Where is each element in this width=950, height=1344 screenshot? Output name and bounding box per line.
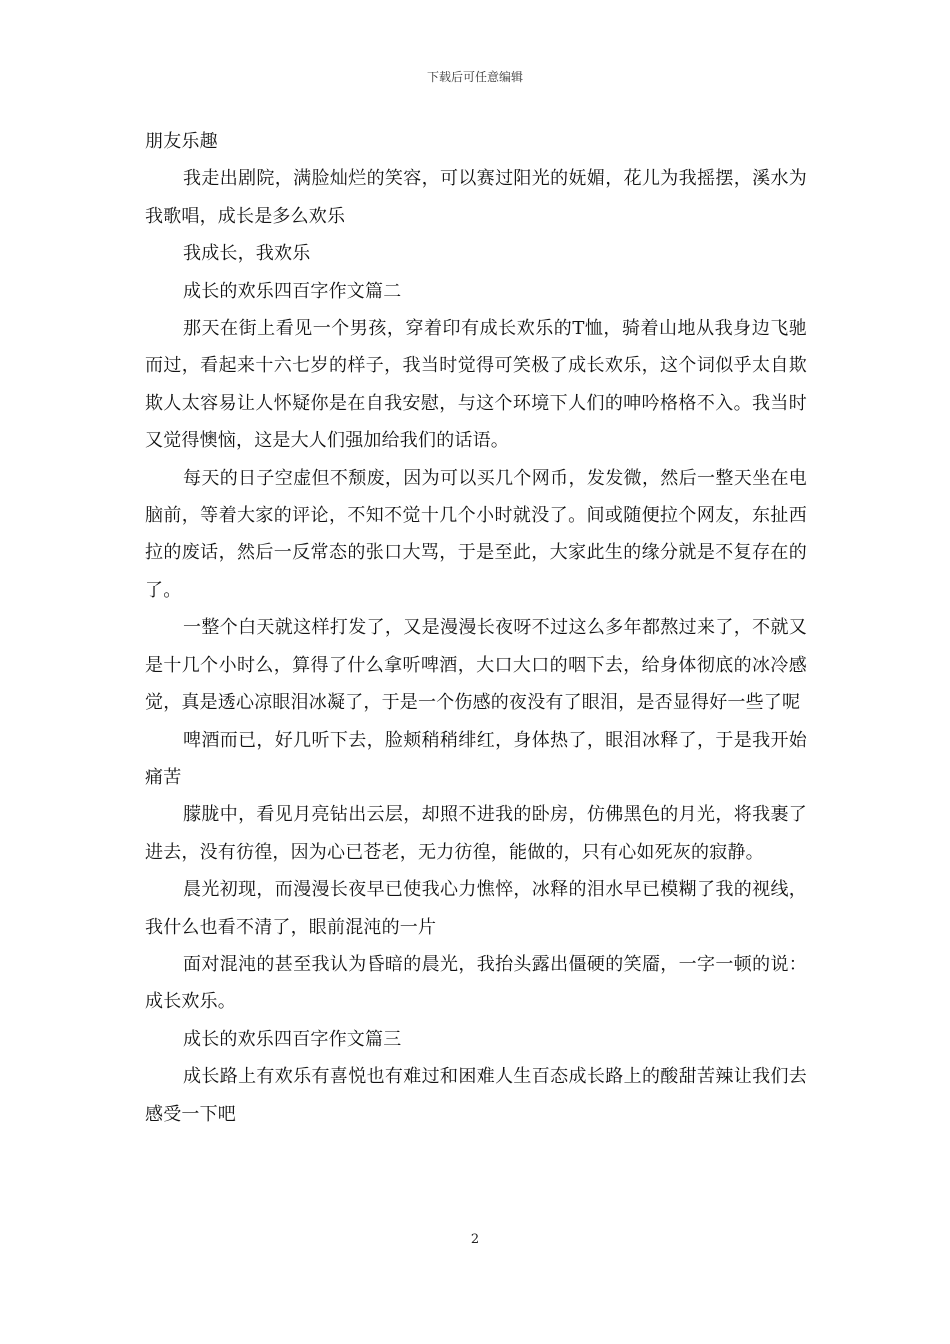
paragraph: 成长路上有欢乐有喜悦也有难过和困难人生百态成长路上的酸甜苦辣让我们去感受一下吧: [145, 1066, 807, 1125]
page-header: 下载后可任意编辑: [426, 70, 523, 84]
paragraph: 啤酒而已，好几听下去，脸颊稍稍绯红，身体热了，眼泪冰释了，于是我开始痛苦: [145, 729, 807, 788]
paragraph: 朦胧中，看见月亮钻出云层，却照不进我的卧房，仿佛黑色的月光，将我裹了进去，没有彷徨，因为心已苍老，无力彷徨，能做的，只有心如死灰的寂静。: [145, 804, 807, 863]
paragraph: 晨光初现，而漫漫长夜早已使我心力憔悴，冰释的泪水早已模糊了我的视线，我什么也看不清了，眼前混沌的一片: [145, 879, 807, 938]
section-heading: 成长的欢乐四百字作文篇二: [183, 280, 402, 302]
paragraph: 一整个白天就这样打发了，又是漫漫长夜呀不过这么多年都熬过来了，不就又是十几个小时么，算得了什么拿听啤酒，大口大口的咽下去，给身体彻底的冰冷感觉，真是透心凉眼泪冰凝了，于是一个伤感的夜没有了眼泪，是否显得好一些了呢: [145, 617, 807, 714]
section-heading: 成长的欢乐四百字作文篇三: [183, 1028, 402, 1050]
document-body: [145, 123, 807, 1133]
paragraph: 那天在街上看见一个男孩，穿着印有成长欢乐的T恤，骑着山地从我身边飞驰而过，看起来十六七岁的样子，我当时觉得可笑极了成长欢乐，这个词似乎太自欺欺人太容易让人怀疑你是在自我安慰，与这个环境下人们的呻吟格格不入。我当时又觉得懊恼，这是大人们强加给我们的话语。: [145, 318, 807, 452]
paragraph: 面对混沌的甚至我认为昏暗的晨光，我抬头露出僵硬的笑靥，一字一顿的说：成长欢乐。: [145, 953, 807, 1013]
paragraph: 朋友乐趣: [145, 131, 218, 152]
paragraph: 每天的日子空虚但不颓废，因为可以买几个网币，发发微，然后一整天坐在电脑前，等着大家的评论，不知不觉十几个小时就没了。间或随便拉个网友，东扯西拉的废话，然后一反常态的张口大骂，于是至此，大家此生的缘分就是不复存在的了。: [145, 467, 807, 601]
paragraph: 我走出剧院，满脸灿烂的笑容，可以赛过阳光的妩媚，花儿为我摇摆，溪水为我歌唱，成长是多么欢乐: [145, 168, 807, 227]
page-number: 2: [470, 1232, 480, 1247]
paragraph: 我成长，我欢乐: [183, 243, 311, 265]
